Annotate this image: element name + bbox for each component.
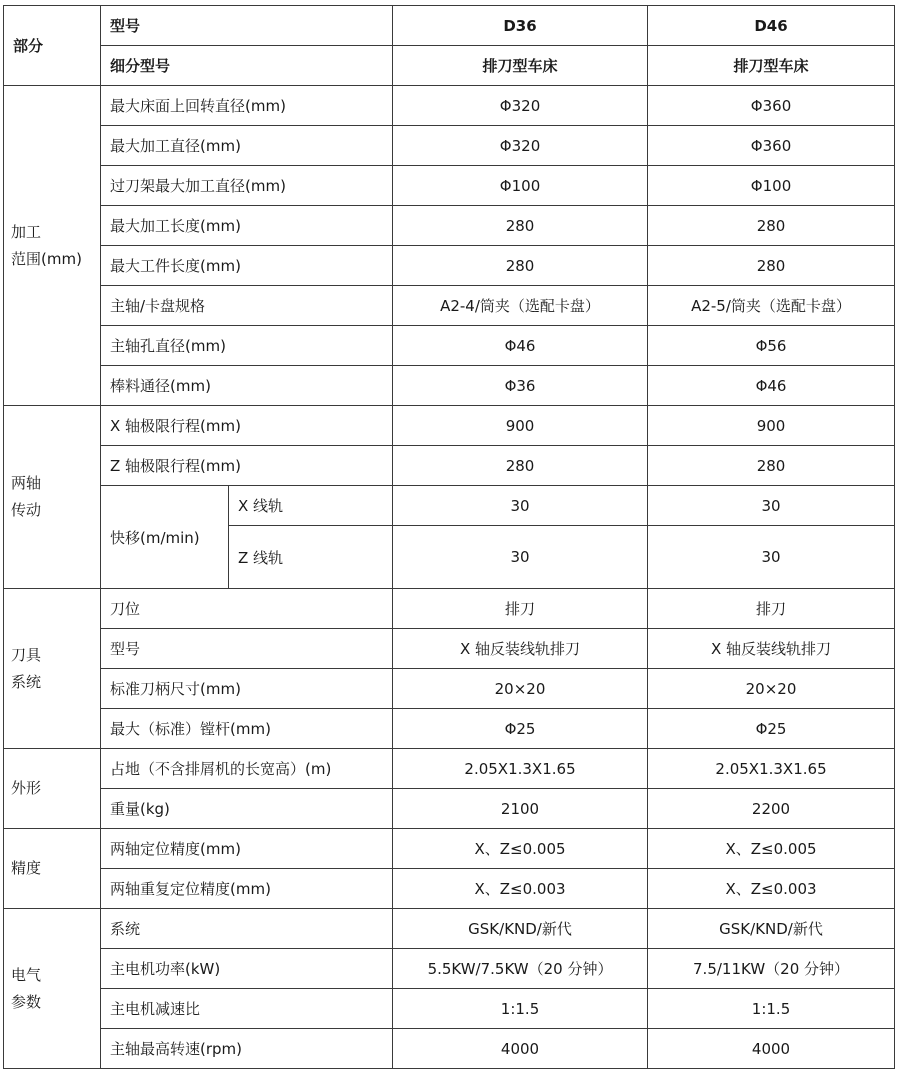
value-d46: 280 — [648, 206, 895, 246]
section-line: 参数 — [11, 992, 42, 1011]
value-d36: 2100 — [393, 789, 648, 829]
value-d46: 900 — [648, 406, 895, 446]
section-header: 部分 — [4, 6, 101, 86]
section-line: 刀具 — [11, 645, 42, 664]
header-row-submodel — [4, 46, 895, 86]
value-d46: 280 — [648, 246, 895, 286]
table-row — [4, 949, 895, 989]
value-d36: 2.05X1.3X1.65 — [393, 749, 648, 789]
value-d46: X 轴反装线轨排刀 — [648, 629, 895, 669]
section-machining-range — [4, 86, 101, 406]
value-d46: Φ56 — [648, 326, 895, 366]
value-d36: Φ25 — [393, 709, 648, 749]
section-electrical — [4, 909, 101, 1069]
row-label: 主轴孔直径(mm) — [101, 326, 393, 366]
value-d36: 5.5KW/7.5KW（20 分钟） — [393, 949, 648, 989]
row-sublabel: Z 线轨 — [229, 526, 393, 589]
value-d46: Φ360 — [648, 86, 895, 126]
value-d46: Φ46 — [648, 366, 895, 406]
section-line: 传动 — [11, 501, 42, 519]
value-d36: 280 — [393, 446, 648, 486]
row-label: 主轴/卡盘规格 — [101, 286, 393, 326]
value-d36: 280 — [393, 246, 648, 286]
row-label: 占地（不含排屑机的长宽高）(m) — [101, 749, 393, 789]
row-label: X 轴极限行程(mm) — [101, 406, 393, 446]
submodel-header: 细分型号 — [101, 46, 393, 86]
header-row-model — [4, 6, 895, 46]
table-row — [4, 286, 895, 326]
row-label: 最大床面上回转直径(mm) — [101, 86, 393, 126]
value-d36: 280 — [393, 206, 648, 246]
model-d46: D46 — [648, 6, 895, 46]
section-precision: 精度 — [4, 829, 101, 909]
value-d46: 2.05X1.3X1.65 — [648, 749, 895, 789]
row-label: 系统 — [101, 909, 393, 949]
value-d46: GSK/KND/新代 — [648, 909, 895, 949]
value-d36: GSK/KND/新代 — [393, 909, 648, 949]
value-d46: 1:1.5 — [648, 989, 895, 1029]
row-label: 重量(kg) — [101, 789, 393, 829]
row-label: 主电机减速比 — [101, 989, 393, 1029]
table-row — [4, 629, 895, 669]
section-line: 加工 — [11, 222, 42, 241]
value-d46: 30 — [648, 486, 895, 526]
value-d36: Φ320 — [393, 126, 648, 166]
value-d46: 30 — [648, 526, 895, 589]
row-label: 主电机功率(kW) — [101, 949, 393, 989]
row-label: 两轴定位精度(mm) — [101, 829, 393, 869]
row-label: 刀位 — [101, 589, 393, 629]
section-line: 两轴 — [11, 474, 42, 492]
row-label: 棒料通径(mm) — [101, 366, 393, 406]
table-row — [4, 709, 895, 749]
table-row — [4, 206, 895, 246]
row-label: 主轴最高转速(rpm) — [101, 1029, 393, 1069]
value-d36: Φ100 — [393, 166, 648, 206]
rapid-traverse-label: 快移(m/min) — [101, 486, 229, 589]
row-label: Z 轴极限行程(mm) — [101, 446, 393, 486]
submodel-d46: 排刀型车床 — [648, 46, 895, 86]
table-row — [4, 86, 895, 126]
section-dimensions: 外形 — [4, 749, 101, 829]
value-d46: 7.5/11KW（20 分钟） — [648, 949, 895, 989]
value-d36: 900 — [393, 406, 648, 446]
value-d46: Φ25 — [648, 709, 895, 749]
value-d46: 20×20 — [648, 669, 895, 709]
value-d36: 排刀 — [393, 589, 648, 629]
model-header: 型号 — [101, 6, 393, 46]
value-d46: 排刀 — [648, 589, 895, 629]
value-d36: 1:1.5 — [393, 989, 648, 1029]
table-row — [4, 406, 895, 446]
submodel-d36: 排刀型车床 — [393, 46, 648, 86]
table-row — [4, 486, 895, 526]
table-row — [4, 366, 895, 406]
section-line: 电气 — [11, 965, 42, 984]
value-d46: 2200 — [648, 789, 895, 829]
row-label: 两轴重复定位精度(mm) — [101, 869, 393, 909]
value-d36: 30 — [393, 526, 648, 589]
value-d46: Φ360 — [648, 126, 895, 166]
value-d36: X、Z≤0.003 — [393, 869, 648, 909]
table-row — [4, 749, 895, 789]
value-d46: Φ100 — [648, 166, 895, 206]
table-row — [4, 589, 895, 629]
model-d36: D36 — [393, 6, 648, 46]
table-row — [4, 326, 895, 366]
table-row — [4, 246, 895, 286]
spec-table — [3, 5, 895, 1069]
table-row — [4, 909, 895, 949]
table-row — [4, 829, 895, 869]
section-line: 范围(mm) — [11, 249, 82, 268]
value-d36: 4000 — [393, 1029, 648, 1069]
value-d46: X、Z≤0.005 — [648, 829, 895, 869]
section-two-axis-drive — [4, 406, 101, 589]
row-label: 最大加工长度(mm) — [101, 206, 393, 246]
table-row — [4, 1029, 895, 1069]
section-tool-system — [4, 589, 101, 749]
value-d36: Φ320 — [393, 86, 648, 126]
value-d36: X、Z≤0.005 — [393, 829, 648, 869]
table-row — [4, 869, 895, 909]
row-label: 型号 — [101, 629, 393, 669]
row-label: 最大加工直径(mm) — [101, 126, 393, 166]
table-row — [4, 166, 895, 206]
row-label: 标准刀柄尺寸(mm) — [101, 669, 393, 709]
row-label: 最大工件长度(mm) — [101, 246, 393, 286]
value-d46: 280 — [648, 446, 895, 486]
value-d36: 20×20 — [393, 669, 648, 709]
row-label: 最大（标准）镗杆(mm) — [101, 709, 393, 749]
table-row — [4, 446, 895, 486]
row-sublabel: X 线轨 — [229, 486, 393, 526]
row-label: 过刀架最大加工直径(mm) — [101, 166, 393, 206]
value-d46: A2-5/筒夹（选配卡盘） — [648, 286, 895, 326]
table-row — [4, 126, 895, 166]
value-d36: Φ46 — [393, 326, 648, 366]
value-d46: 4000 — [648, 1029, 895, 1069]
value-d36: A2-4/筒夹（选配卡盘） — [393, 286, 648, 326]
value-d36: Φ36 — [393, 366, 648, 406]
table-row — [4, 789, 895, 829]
value-d36: X 轴反装线轨排刀 — [393, 629, 648, 669]
value-d36: 30 — [393, 486, 648, 526]
section-line: 系统 — [11, 672, 42, 691]
table-row — [4, 669, 895, 709]
value-d46: X、Z≤0.003 — [648, 869, 895, 909]
table-row — [4, 989, 895, 1029]
